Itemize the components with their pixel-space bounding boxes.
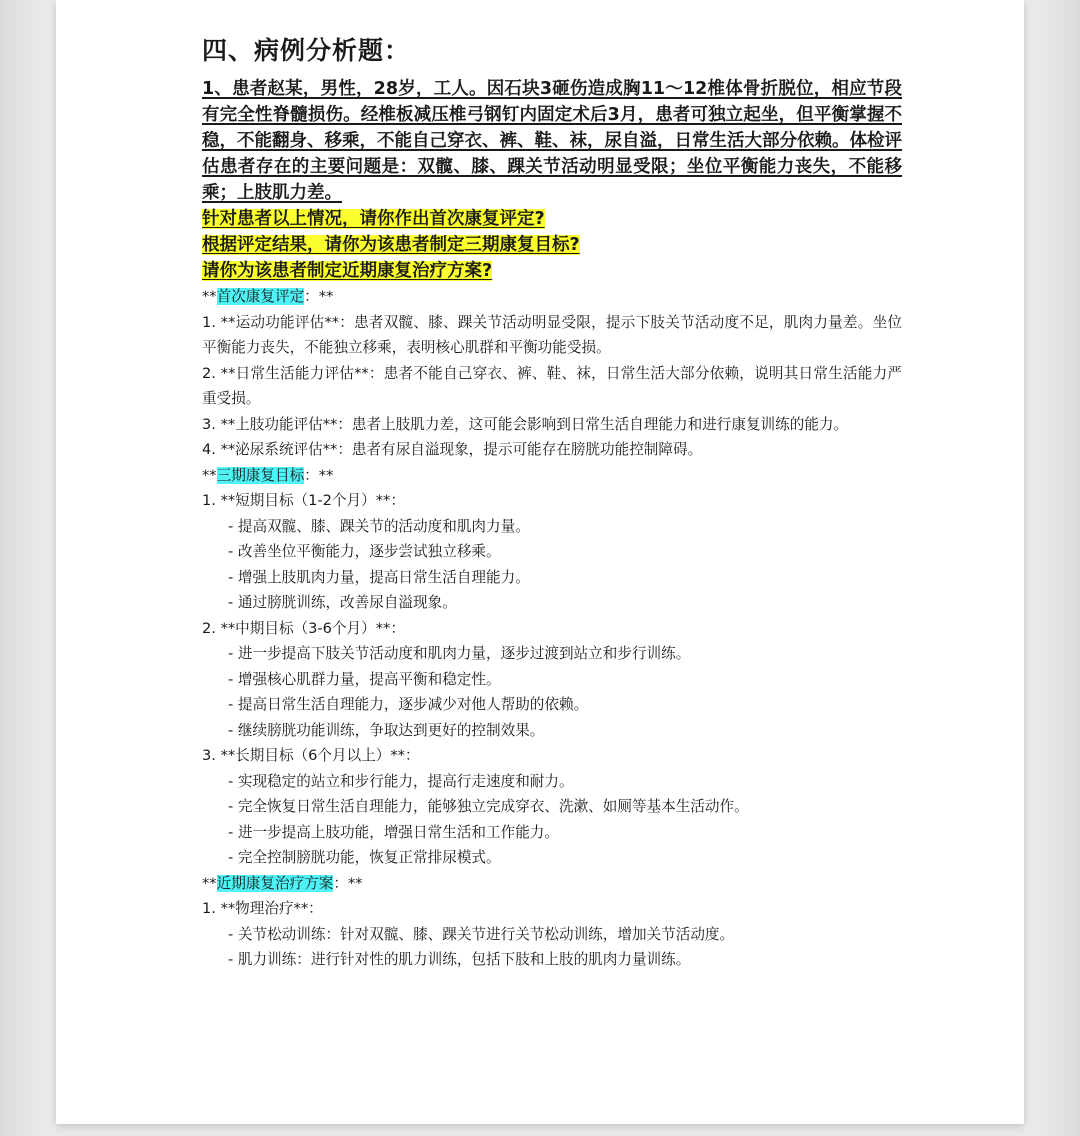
question-text: 请你为该患者制定近期康复治疗方案? (202, 261, 493, 281)
goal-item: - 实现稳定的站立和步行能力，提高行走速度和耐力。 (228, 772, 574, 790)
question-text: 根据评定结果，请你为该患者制定三期康复目标? (202, 235, 580, 255)
goal-item: - 提高双髋、膝、踝关节的活动度和肌肉力量。 (228, 517, 530, 535)
section-heading: 四、病例分析题： (202, 36, 411, 65)
markdown-suffix: ：** (304, 288, 334, 305)
markdown-prefix: ** (202, 874, 217, 892)
evaluation-item: 4. **泌尿系统评估**：患者有尿自溢现象，提示可能存在膀胱功能控制障碍。 (202, 441, 703, 458)
markdown-prefix: ** (202, 288, 217, 305)
page-content (202, 34, 902, 973)
viewer-background-right (1024, 0, 1080, 1136)
goal-item: - 改善坐位平衡能力，逐步尝试独立移乘。 (228, 543, 501, 560)
section-title: 首次康复评定 (216, 288, 305, 305)
goal-item: - 提高日常生活自理能力，逐步减少对他人帮助的依赖。 (228, 696, 589, 713)
goal-item: - 完全恢复日常生活自理能力，能够独立完成穿衣、洗漱、如厕等基本生活动作。 (228, 798, 749, 815)
goal-item: - 进一步提高上肢功能，增强日常生活和工作能力。 (228, 823, 559, 841)
mid-term-goal-title: 2. **中期目标（3-6个月）**： (202, 619, 405, 637)
evaluation-item: 2. **日常生活能力评估**：患者不能自己穿衣、裤、鞋、袜，日常生活大部分依赖，说明其日常生活能力严重受损。 (202, 364, 902, 407)
goal-item: - 增强核心肌群力量，提高平衡和稳定性。 (228, 670, 501, 688)
question-text: 针对患者以上情况，请你作出首次康复评定? (202, 209, 545, 229)
physio-title: 1. **物理治疗**： (202, 900, 323, 917)
evaluation-item: 1. **运动功能评估**：患者双髋、膝、踝关节活动明显受限，提示下肢关节活动度不足，肌肉力量差。坐位平衡能力丧失，不能独立移乘，表明核心肌群和平衡功能受损。 (202, 313, 902, 356)
plan-item: - 关节松动训练：针对双髋、膝、踝关节进行关节松动训练，增加关节活动度。 (228, 925, 735, 943)
goal-item: - 进一步提高下肢关节活动度和肌肉力量，逐步过渡到站立和步行训练。 (228, 645, 691, 662)
answer-section-evaluation (202, 284, 902, 310)
question-3 (202, 258, 902, 284)
question-1 (202, 206, 902, 232)
goal-item: - 通过膀胱训练，改善尿自溢现象。 (228, 594, 457, 611)
evaluation-item: 3. **上肢功能评估**：患者上肢肌力差，这可能会影响到日常生活自理能力和进行康复训练的能力。 (202, 415, 849, 433)
answer-section-goals (202, 463, 902, 489)
goal-item: - 增强上肢肌肉力量，提高日常生活自理能力。 (228, 568, 530, 586)
document-page (56, 0, 1024, 1124)
long-term-goal-title: 3. **长期目标（6个月以上）**： (202, 747, 420, 764)
short-term-goal-title: 1. **短期目标（1-2个月）**： (202, 492, 405, 509)
question-2 (202, 232, 902, 258)
goal-item: - 继续膀胱功能训练，争取达到更好的控制效果。 (228, 721, 545, 739)
markdown-suffix: ：** (304, 466, 334, 484)
section-title: 三期康复目标 (216, 466, 305, 484)
markdown-suffix: ：** (333, 874, 363, 892)
answer-section-plan (202, 871, 902, 897)
plan-item: - 肌力训练：进行针对性的肌力训练，包括下肢和上肢的肌肉力量训练。 (228, 951, 691, 968)
section-title: 近期康复治疗方案 (216, 874, 334, 892)
viewer-background-left (0, 0, 56, 1136)
goal-item: - 完全控制膀胱功能，恢复正常排尿模式。 (228, 849, 501, 866)
markdown-prefix: ** (202, 466, 217, 484)
case-description: 1、患者赵某，男性，28岁，工人。因石块3砸伤造成胸11～12椎体骨折脱位，相应节段有完全性脊髓损伤。经椎板减压椎弓钢钉内固定术后3月，患者可独立起坐，但平衡掌握不稳，不能翻身、移乘，不能自己穿衣、裤、鞋、袜，尿自溢，日常生活大部分依赖。体检评估患者存在的主要问题是：双髋、膝、踝关节活动明显受限；坐位平衡能力丧失，不能移乘；上肢肌力差。 (202, 79, 902, 203)
